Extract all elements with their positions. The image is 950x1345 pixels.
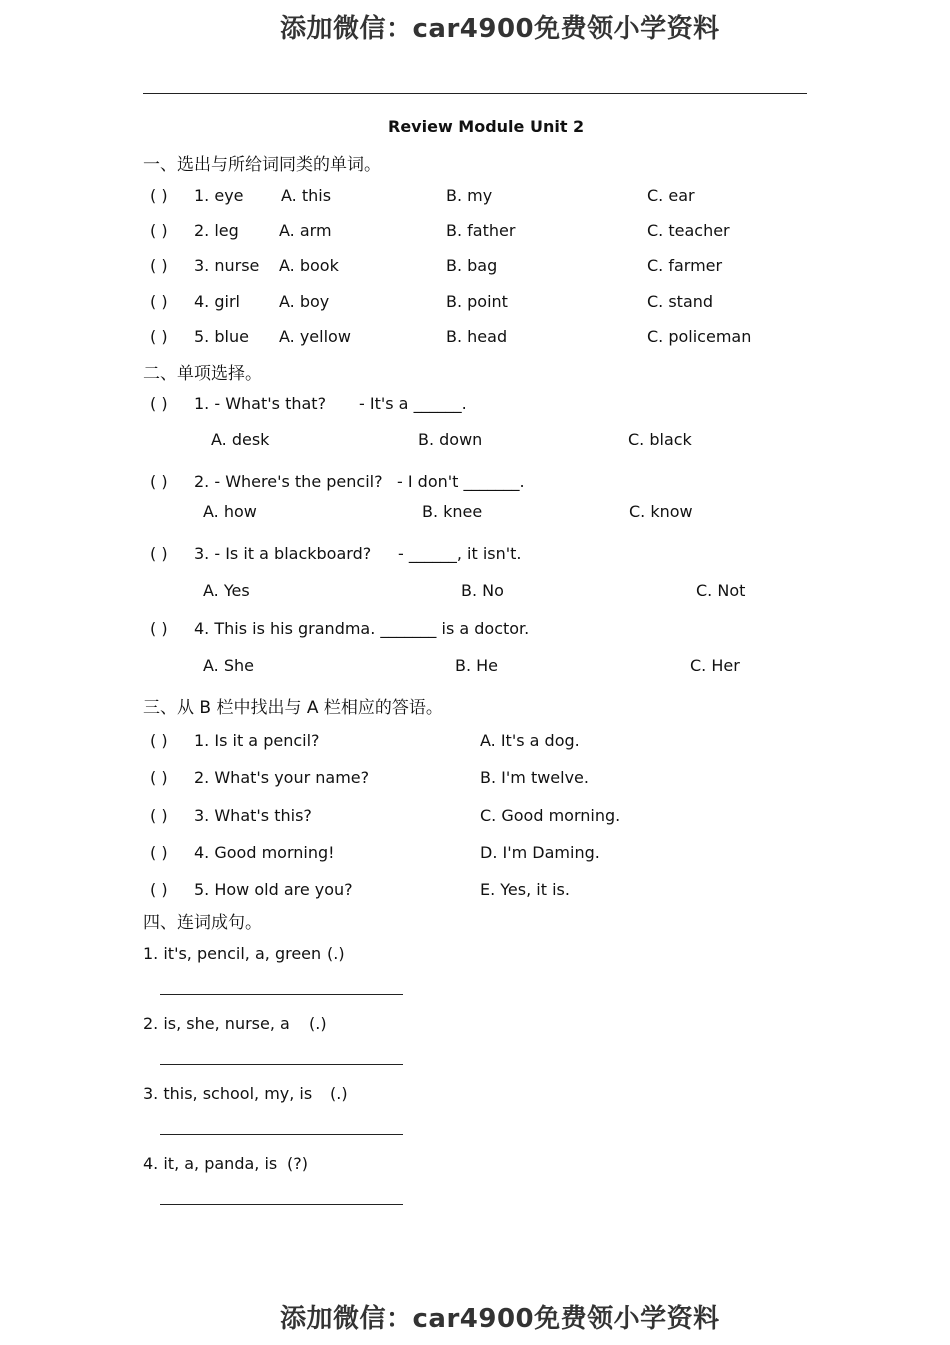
mc3-option-b: B. No <box>461 581 504 600</box>
option-c: C. stand <box>647 292 714 311</box>
match-answer: B. I'm twelve. <box>480 768 589 787</box>
answer-paren[interactable]: ( ) <box>150 221 168 240</box>
answer-paren[interactable]: ( ) <box>150 619 168 638</box>
match-answer: A. It's a dog. <box>480 731 580 750</box>
question-word: 2. leg <box>194 221 239 240</box>
mc4-option-a: A. She <box>203 656 254 675</box>
mc-reply-1: - It's a ______. <box>359 394 467 413</box>
option-a: A. this <box>281 186 332 205</box>
scramble-punct: (?) <box>287 1154 308 1173</box>
option-b: B. bag <box>446 256 498 275</box>
mc3-option-c: C. Not <box>696 581 746 600</box>
mc1-option-a: A. desk <box>211 430 270 449</box>
answer-paren[interactable]: ( ) <box>150 327 168 346</box>
mc2-option-c: C. know <box>629 502 693 521</box>
match-answer: E. Yes, it is. <box>480 880 570 899</box>
mc4-option-c: C. Her <box>690 656 740 675</box>
match-question: 5. How old are you? <box>194 880 353 899</box>
answer-paren[interactable]: ( ) <box>150 472 168 491</box>
answer-paren[interactable]: ( ) <box>150 880 168 899</box>
mc-question-4: 4. This is his grandma. _______ is a doctor. <box>194 619 530 638</box>
scramble-words: 2. is, she, nurse, a <box>143 1014 290 1033</box>
option-c: C. teacher <box>647 221 730 240</box>
match-question: 3. What's this? <box>194 806 312 825</box>
scramble-words: 4. it, a, panda, is <box>143 1154 278 1173</box>
section2-heading: 二、单项选择。 <box>143 364 262 384</box>
mc2-option-a: A. how <box>203 502 257 521</box>
answer-line[interactable] <box>160 1134 403 1135</box>
option-c: C. ear <box>647 186 695 205</box>
match-question: 2. What's your name? <box>194 768 370 787</box>
mc-reply-3: - ______, it isn't. <box>398 544 522 563</box>
answer-paren[interactable]: ( ) <box>150 843 168 862</box>
answer-paren[interactable]: ( ) <box>150 806 168 825</box>
option-b: B. father <box>446 221 516 240</box>
mc-question-1: 1. - What's that? <box>194 394 327 413</box>
option-a: A. boy <box>279 292 330 311</box>
option-c: C. farmer <box>647 256 723 275</box>
match-question: 1. Is it a pencil? <box>194 731 320 750</box>
answer-line[interactable] <box>160 1204 403 1205</box>
option-b: B. head <box>446 327 508 346</box>
scramble-punct: (.) <box>309 1014 327 1033</box>
answer-paren[interactable]: ( ) <box>150 731 168 750</box>
mc-question-3: 3. - Is it a blackboard? <box>194 544 372 563</box>
worksheet-title: Review Module Unit 2 <box>388 117 585 136</box>
answer-paren[interactable]: ( ) <box>150 394 168 413</box>
section4-heading: 四、连词成句。 <box>143 913 262 933</box>
watermark-top: 添加微信：car4900免费领小学资料 <box>280 14 720 44</box>
scramble-words: 3. this, school, my, is <box>143 1084 313 1103</box>
mc-reply-2: - I don't _______. <box>397 472 525 491</box>
answer-paren[interactable]: ( ) <box>150 544 168 563</box>
mc2-option-b: B. knee <box>422 502 483 521</box>
section1-heading: 一、选出与所给词同类的单词。 <box>143 155 381 175</box>
option-b: B. my <box>446 186 493 205</box>
header-rule <box>143 93 807 94</box>
answer-line[interactable] <box>160 994 403 995</box>
option-a: A. arm <box>279 221 332 240</box>
option-c: C. policeman <box>647 327 752 346</box>
option-a: A. yellow <box>279 327 351 346</box>
question-word: 5. blue <box>194 327 249 346</box>
scramble-words: 1. it's, pencil, a, green <box>143 944 322 963</box>
match-answer: D. I'm Daming. <box>480 843 600 862</box>
mc4-option-b: B. He <box>455 656 499 675</box>
watermark-bottom: 添加微信：car4900免费领小学资料 <box>280 1304 720 1334</box>
scramble-punct: (.) <box>327 944 345 963</box>
question-word: 4. girl <box>194 292 240 311</box>
answer-paren[interactable]: ( ) <box>150 186 168 205</box>
answer-line[interactable] <box>160 1064 403 1065</box>
match-question: 4. Good morning! <box>194 843 335 862</box>
scramble-punct: (.) <box>330 1084 348 1103</box>
option-b: B. point <box>446 292 508 311</box>
question-word: 3. nurse <box>194 256 260 275</box>
option-a: A. book <box>279 256 339 275</box>
mc-question-2: 2. - Where's the pencil? <box>194 472 383 491</box>
mc3-option-a: A. Yes <box>203 581 250 600</box>
answer-paren[interactable]: ( ) <box>150 768 168 787</box>
question-word: 1. eye <box>194 186 244 205</box>
mc1-option-c: C. black <box>628 430 692 449</box>
answer-paren[interactable]: ( ) <box>150 292 168 311</box>
answer-paren[interactable]: ( ) <box>150 256 168 275</box>
mc1-option-b: B. down <box>418 430 483 449</box>
section3-heading: 三、从 B 栏中找出与 A 栏相应的答语。 <box>143 698 443 718</box>
match-answer: C. Good morning. <box>480 806 621 825</box>
